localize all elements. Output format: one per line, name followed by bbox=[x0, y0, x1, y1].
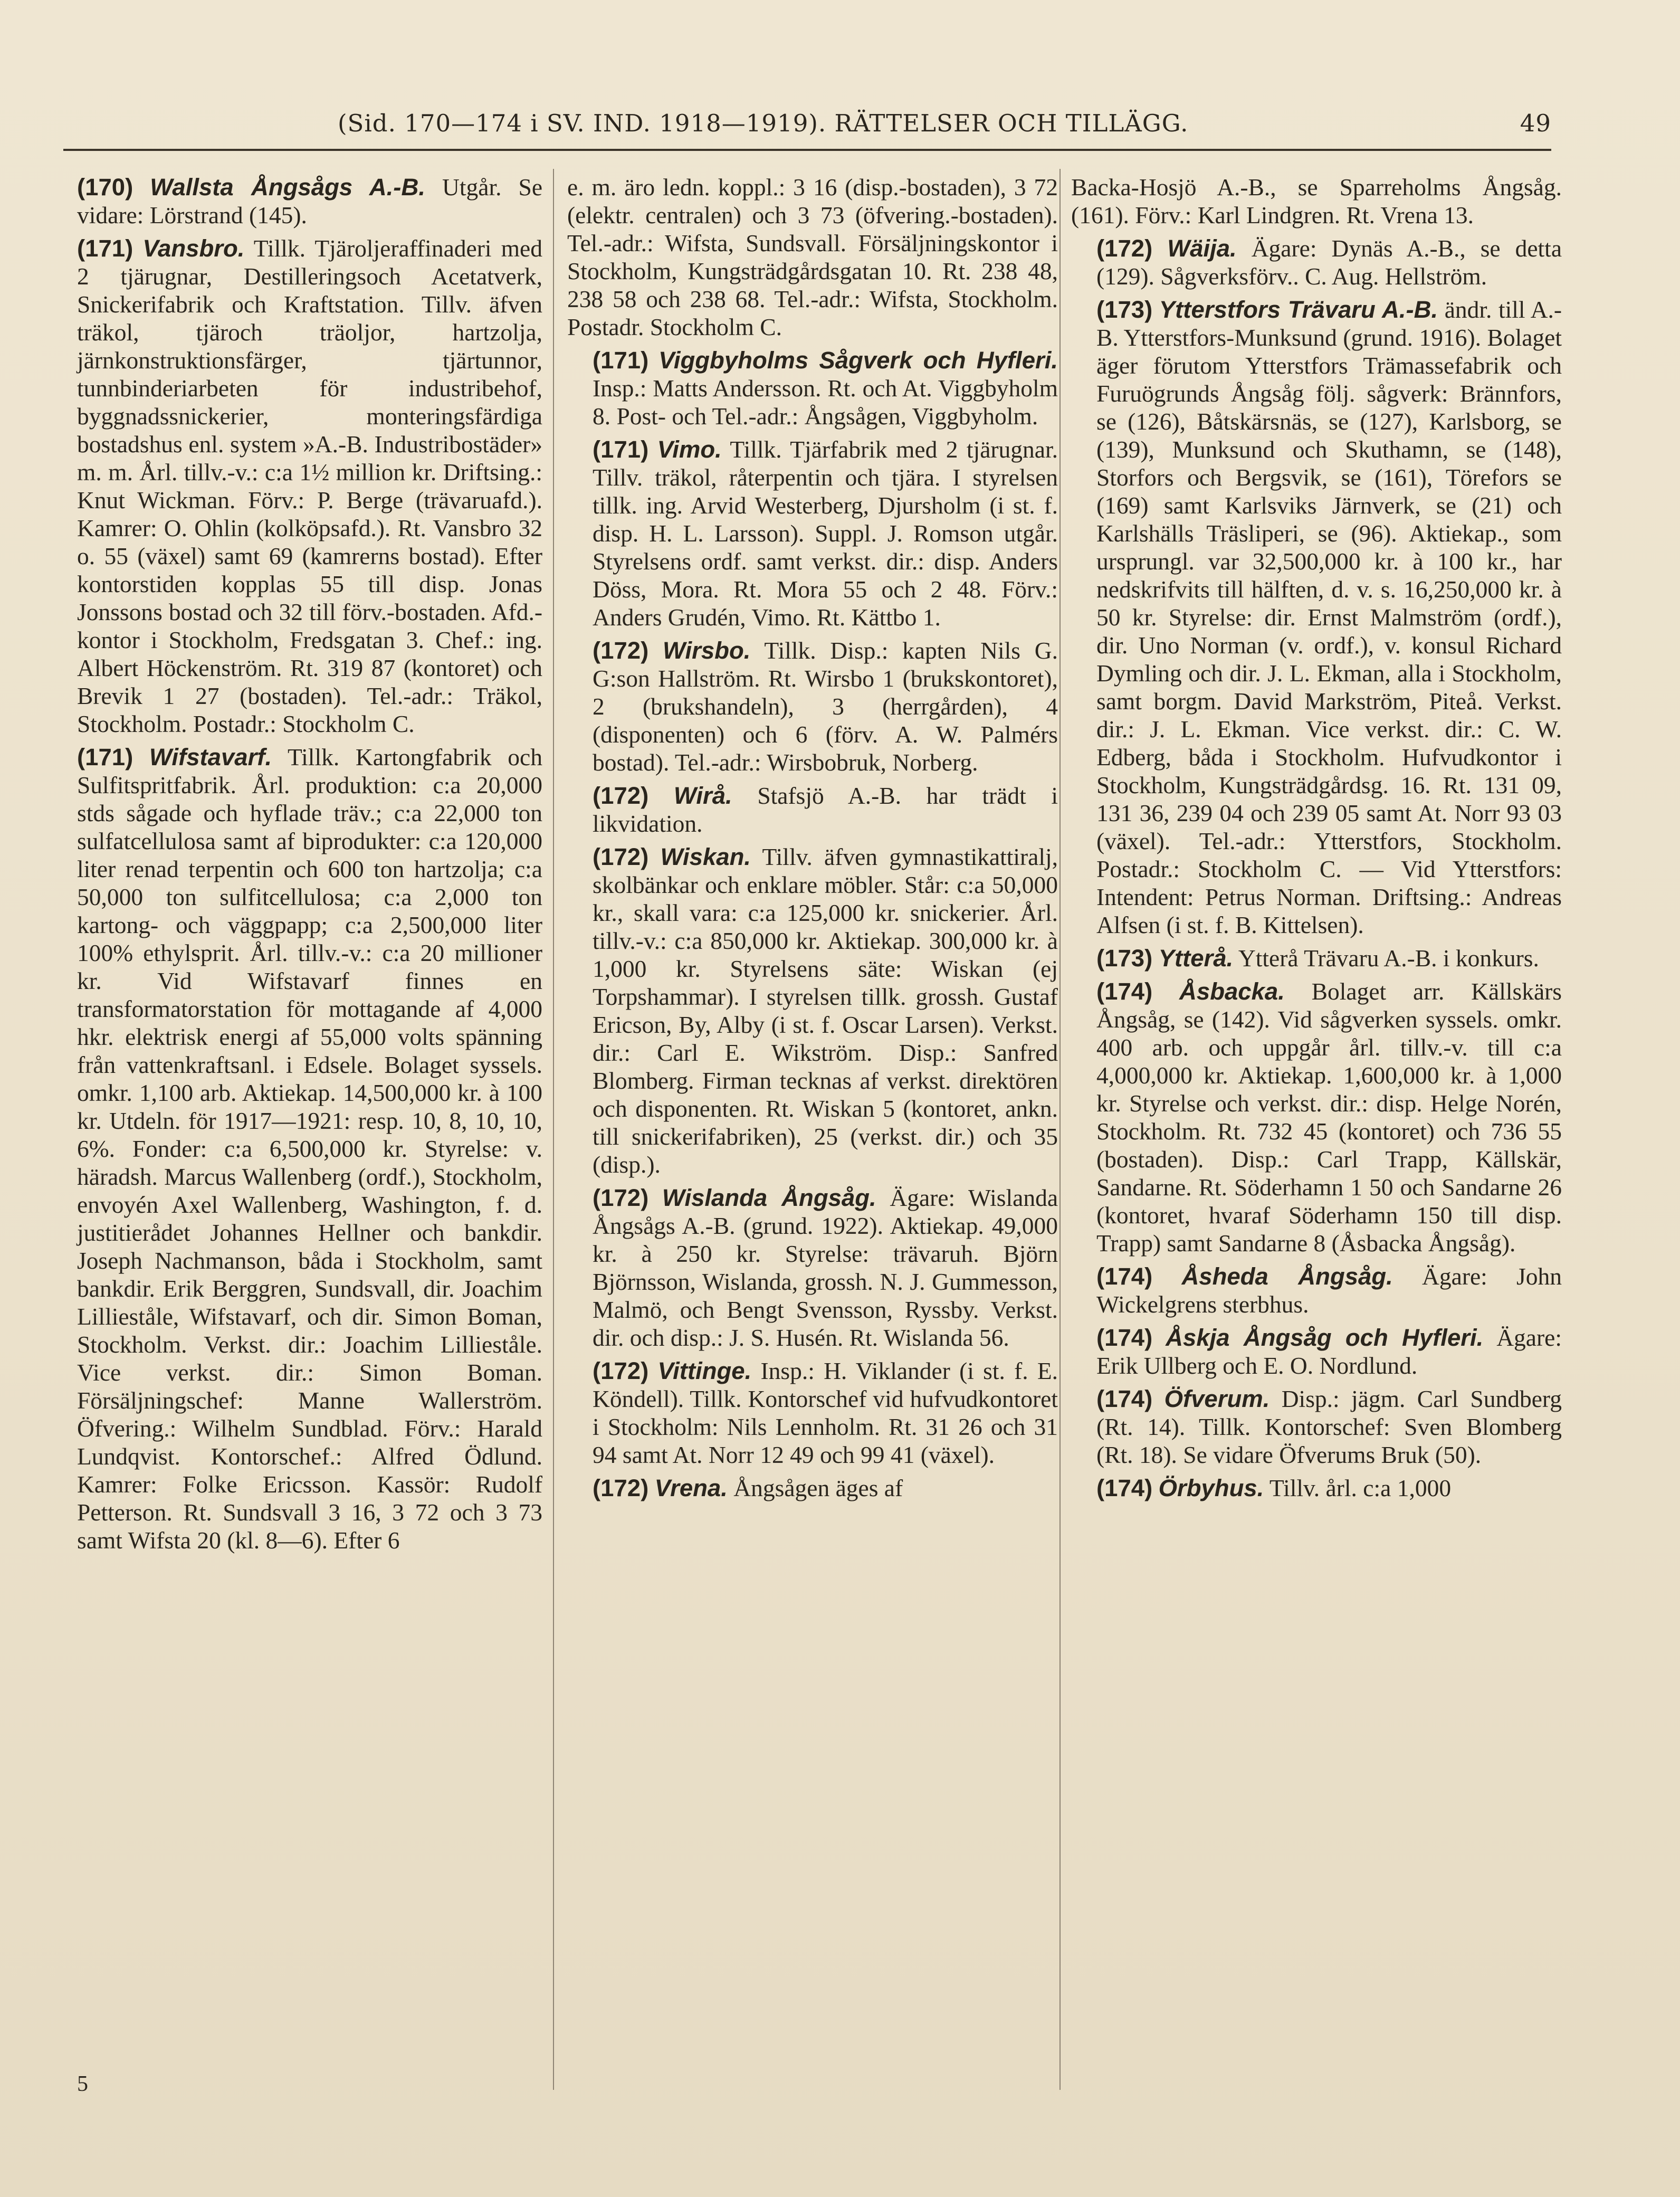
entry bbox=[1071, 944, 1562, 972]
entry bbox=[567, 435, 1058, 631]
entry-ref-number: (174) bbox=[1096, 1324, 1153, 1351]
entry-name: Åsheda Ångsåg. bbox=[1181, 1263, 1393, 1290]
entry-text: Utgår. Se vidare: Lörstrand (145). bbox=[77, 174, 542, 229]
entry-ref-number: (172) bbox=[593, 1357, 649, 1384]
entry-name: Vrena. bbox=[654, 1475, 728, 1501]
entry-ref-number: (173) bbox=[1096, 296, 1153, 323]
entry-text: Ytterå Trävaru A.-B. i konkurs. bbox=[1238, 945, 1539, 972]
column-divider bbox=[553, 169, 554, 2090]
entry-ref-number: (171) bbox=[77, 235, 133, 262]
entry-name: Örbyhus. bbox=[1158, 1475, 1264, 1501]
entry bbox=[1071, 1262, 1562, 1318]
entry-name: Vansbro. bbox=[142, 235, 245, 262]
header-title: (Sid. 170—174 i SV. IND. 1918—1919). RÄTTELSER OCH TILLÄGG. bbox=[338, 109, 1189, 137]
entry-ref-number: (172) bbox=[593, 1475, 649, 1501]
entry-ref-number: (171) bbox=[77, 744, 133, 771]
entry-ref-number: (170) bbox=[77, 174, 133, 201]
entry-name: Ytterå. bbox=[1158, 945, 1234, 972]
entry-text: Ägare: Wislanda Ångsågs A.-B. (grund. 1922). Aktiekap. 49,000 kr. à 250 kr. Styrelse: trävaruh. Björn Björnsson, Wislanda, grossh. N. J. Gummesson, Malmö, och Bengt Svensson, Ryssby. Verkst. dir. och disp.: J. S. Husén. Rt. Wislanda 56. bbox=[593, 1184, 1058, 1351]
entry-name: Vittinge. bbox=[657, 1357, 752, 1384]
entry bbox=[567, 1184, 1058, 1352]
entry-text: Ångsågen äges af bbox=[733, 1475, 903, 1501]
entry-name: Viggbyholms Sågverk och Hyfleri. bbox=[658, 347, 1058, 374]
entry-text: Disp.: jägm. Carl Sundberg (Rt. 14). Tillk. Kontorschef: Sven Blomberg (Rt. 18). Se vidare Öfverums Bruk (50). bbox=[1096, 1385, 1562, 1468]
header-rule bbox=[63, 149, 1551, 151]
entry-ref-number: (174) bbox=[1096, 1263, 1153, 1290]
entry-ref-number: (171) bbox=[593, 436, 649, 463]
entry bbox=[1071, 173, 1562, 229]
entry-text: Stafsjö A.-B. har trädt i likvidation. bbox=[593, 782, 1058, 837]
entry bbox=[567, 346, 1058, 430]
entry-ref-number: (174) bbox=[1096, 978, 1153, 1005]
entry-text: e. m. äro ledn. koppl.: 3 16 (disp.-bostaden), 3 72 (elektr. centralen) och 3 73 (öfvering.-bostaden). Tel.-adr.: Wifsta, Sundsvall. Försäljningskontor i Stockholm, Kungsträdgårdsgatan 10. Rt. 238 48, 238 58 och 238 68. Tel.-adr.: Wifsta, Stockholm. Postadr. Stockholm C. bbox=[567, 174, 1058, 340]
entry bbox=[1071, 977, 1562, 1257]
entry-name: Wäija. bbox=[1167, 235, 1237, 262]
entry-text: Bolaget arr. Källskärs Ångsåg, se (142). Vid sågverken syssels. omkr. 400 arb. och uppgår årl. tillv.-v. till c:a 4,000,000 kr. Aktiekap. 1,600,000 kr. à 1,000 kr. Styrelse och verkst. dir.: disp. Helge Norén, Stockholm. Rt. 732 45 (kontoret) och 736 55 (bostaden). Disp.: Carl Trapp, Källskär, Sandarne. Rt. Söderhamn 1 50 och Sandarne 26 (kontoret, hvaraf Söderhamn 150 till disp. Trapp) samt Sandarne 8 (Åsbacka Ångsåg). bbox=[1096, 978, 1562, 1257]
column-1 bbox=[52, 173, 542, 2073]
entry-name: Wirsbo. bbox=[662, 637, 751, 664]
entry-ref-number: (172) bbox=[593, 1184, 649, 1211]
entry bbox=[52, 743, 542, 1554]
entry-ref-number: (172) bbox=[1096, 235, 1153, 262]
entry bbox=[52, 234, 542, 738]
entry bbox=[1071, 1324, 1562, 1380]
entry-name: Wifstavarf. bbox=[149, 744, 272, 771]
entry-text: Ägare: John Wickelgrens sterbhus. bbox=[1096, 1263, 1562, 1318]
entry-text: Insp.: H. Viklander (i st. f. E. Köndell). Tillk. Kontorschef vid hufvudkontoret i Stockholm: Nils Lennholm. Rt. 31 26 och 31 94 samt At. Norr 12 49 och 99 41 (växel). bbox=[593, 1357, 1058, 1468]
entry-text: Backa-Hosjö A.-B., se Sparreholms Ångsåg. (161). Förv.: Karl Lindgren. Rt. Vrena 13. bbox=[1071, 174, 1562, 229]
entry bbox=[52, 173, 542, 229]
entry-name: Wirå. bbox=[673, 782, 732, 809]
signature-mark: 5 bbox=[77, 2072, 88, 2096]
column-divider bbox=[1059, 169, 1061, 2090]
entry-text: Tillk. Kartongfabrik och Sulfitspritfabrik. Årl. produktion: c:a 20,000 stds sågade och hyflade träv.; c:a 22,000 ton sulfatcellulosa samt af biprodukter: c:a 120,000 liter renad terpentin och 600 ton hartzolja; c:a 50,000 ton sulfitcellulosa; c:a 2,000 ton kartong- och väggpapp; c:a 2,500,000 liter 100% ethylsprit. Årl. tillv.-v.: c:a 20 millioner kr. Vid Wifstavarf finnes en transformatorstation för mottagande af 4,000 hkr. elektrisk energi af 55,000 volts spänning från vattenkraftsanl. i Edsele. Bolaget syssels. omkr. 1,100 arb. Aktiekap. 14,500,000 kr. à 100 kr. Utdeln. för 1917—1921: resp. 10, 8, 10, 10, 6%. Fonder: c:a 6,500,000 kr. Styrelse: v. häradsh. Marcus Wallenberg (ordf.), Stockholm, envoyén Axel Wallenberg, Washington, f. d. justitierådet Johannes Hellner och bankdir. Joseph Nachmanson, båda i Stockholm, samt bankdir. Erik Berggren, Sundsvall, dir. Joachim Lillieståle, Wifstavarf, och dir. Simon Boman, Stockholm. Verkst. dir.: Joachim Lillieståle. Vice verkst. dir.: Simon Boman. Försäljningschef: Manne Wallerström. Öfvering.: Wilhelm Sundblad. Förv.: Harald Lundqvist. Kontorschef.: Alfred Ödlund. Kamrer: Folke Ericsson. Kassör: Rudolf Petterson. Rt. Sundsvall 3 16, 3 72 och 3 73 samt Wifsta 20 (kl. 8—6). Efter 6 bbox=[77, 744, 542, 1554]
entry bbox=[1071, 1385, 1562, 1469]
entry-name: Wallsta Ångsågs A.-B. bbox=[150, 174, 425, 201]
entry-text: Ägare: Dynäs A.-B., se detta (129). Sågverksförv.. C. Aug. Hellström. bbox=[1096, 235, 1562, 290]
entry-ref-number: (173) bbox=[1096, 945, 1153, 972]
entry-text: Tillv. årl. c:a 1,000 bbox=[1269, 1475, 1452, 1501]
entry bbox=[567, 636, 1058, 776]
entry-name: Wiskan. bbox=[660, 843, 751, 870]
page-number: 49 bbox=[1520, 109, 1551, 137]
entry-text: Ägare: Erik Ullberg och E. O. Nordlund. bbox=[1096, 1324, 1562, 1379]
column-3 bbox=[1071, 173, 1562, 2073]
entry-text: Insp.: Matts Andersson. Rt. och At. Viggbyholm 8. Post- och Tel.-adr.: Ångsågen, Viggbyholm. bbox=[593, 375, 1058, 430]
entry-text: Tillv. äfven gymnastikattiralj, skolbänkar och enklare möbler. Står: c:a 50,000 kr., skall vara: c:a 125,000 kr. snickerier. Årl. tillv.-v.: c:a 850,000 kr. Aktiekap. 300,000 kr. à 1,000 kr. Styrelsens säte: Wiskan (ej Torpshammar). I styrelsen tillk. grossh. Gustaf Ericson, By, Alby (i st. f. Oscar Larsen). Verkst. dir.: Carl E. Wikström. Disp.: Sanfred Blomberg. Firman tecknas af verkst. direktören och disponenten. Rt. Wiskan 5 (kontoret, ankn. till snickerifabriken), 25 (verkst. dir.) och 35 (disp.). bbox=[593, 843, 1058, 1178]
entry-text: Tillk. Tjäroljeraffinaderi med 2 tjärugnar, Destilleringsoch Acetatverk, Snickerifabrik och Kraftstation. Tillv. äfven träkol, tjäroch träoljor, hartzolja, järnkonstruktionsfärger, tjärtunnor, tunnbinderiarbeten för industribehof, byggnadssnickerier, monteringsfärdiga bostadshus enl. system »A.-B. Industribostäder» m. m. Årl. tillv.-v.: c:a 1½ million kr. Driftsing.: Knut Wickman. Förv.: P. Berge (trävaruafd.). Kamrer: O. Ohlin (kolköpsafd.). Rt. Vansbro 32 o. 55 (växel) samt 69 (kamrerns bostad). Efter kontorstiden kopplas 55 till disp. Jonas Jonssons bostad och 32 till förv.-bostaden. Afd.-kontor i Stockholm, Fredsgatan 3. Chef.: ing. Albert Höckenström. Rt. 319 87 (kontoret) och Brevik 1 27 (bostaden). Tel.-adr.: Träkol, Stockholm. Postadr.: Stockholm C. bbox=[77, 235, 542, 737]
entry-ref-number: (172) bbox=[593, 843, 649, 870]
entry-text: Tillk. Tjärfabrik med 2 tjärugnar. Tillv. träkol, råterpentin och tjära. I styrelsen tillk. ing. Arvid Westerberg, Djursholm (i st. f. disp. H. L. Larsson). Suppl. J. Romson utgår. Styrelsens ordf. samt verkst. dir.: disp. Anders Döss, Mora. Rt. Mora 55 och 2 48. Förv.: Anders Grudén, Vimo. Rt. Kättbo 1. bbox=[593, 436, 1058, 631]
entry-ref-number: (174) bbox=[1096, 1475, 1153, 1501]
entry-name: Åskja Ångsåg och Hyfleri. bbox=[1166, 1324, 1484, 1351]
entry-name: Ytterstfors Trävaru A.-B. bbox=[1159, 296, 1438, 323]
entry bbox=[1071, 234, 1562, 290]
entry-ref-number: (172) bbox=[593, 782, 649, 809]
entry-text: Tillk. Disp.: kapten Nils G. G:son Hallström. Rt. Wirsbo 1 (brukskontoret), 2 (brukshandeln), 3 (herrgården), 4 (disponenten) och 6 (förv. A. W. Palmérs bostad). Tel.-adr.: Wirsbobruk, Norberg. bbox=[593, 637, 1058, 776]
entry-text: ändr. till A.-B. Ytterstfors-Munksund (grund. 1916). Bolaget äger förutom Ytterstfors Trämassefabrik och Furuögrunds Ångsåg följ. sågverk: Brännfors, se (126), Båtskärsnäs, se (127), Karlsborg, se (139), Munksund och Skuthamn, se (148), Storfors och Bergsvik, se (161), Törefors se (169) samt Karlsviks Järnverk, se (21) och Karlshälls Träsliperi, se (96). Aktiekap., som ursprungl. var 32,500,000 kr. à 100 kr., har nedskrifvits till hälften, d. v. s. 16,250,000 kr. à 50 kr. Styrelse: dir. Ernst Malmström (ordf.), dir. Uno Norman (v. ordf.), v. konsul Richard Dymling och dir. J. L. Ekman, alla i Stockholm, samt borgm. David Markström, Piteå. Verkst. dir.: J. L. Ekman. Vice verkst. dir.: C. W. Edberg, båda i Stockholm. Hufvudkontor i Stockholm, Kungsträdgårdsg. 16. Rt. 131 09, 131 36, 239 04 och 239 05 samt At. Norr 93 03 (växel). Tel.-adr.: Ytterstfors, Stockholm. Postadr.: Stockholm C. — Vid Ytterstfors: Intendent: Petrus Norman. Driftsing.: Andreas Alfsen (i st. f. B. Kittelsen). bbox=[1096, 296, 1562, 938]
entry bbox=[1071, 296, 1562, 939]
entry bbox=[567, 1357, 1058, 1469]
entry-name: Vimo. bbox=[657, 436, 722, 463]
entry-name: Öfverum. bbox=[1164, 1385, 1270, 1412]
entry-name: Wislanda Ångsåg. bbox=[662, 1184, 876, 1211]
column-2 bbox=[567, 173, 1058, 2073]
entry bbox=[567, 173, 1058, 341]
entry bbox=[567, 782, 1058, 838]
entry-ref-number: (171) bbox=[593, 347, 649, 374]
entry bbox=[567, 843, 1058, 1178]
running-header bbox=[63, 103, 1551, 150]
entry-name: Åsbacka. bbox=[1179, 978, 1285, 1005]
entry-ref-number: (172) bbox=[593, 637, 649, 664]
entry bbox=[567, 1474, 1058, 1502]
entry-ref-number: (174) bbox=[1096, 1385, 1153, 1412]
entry bbox=[1071, 1474, 1562, 1502]
